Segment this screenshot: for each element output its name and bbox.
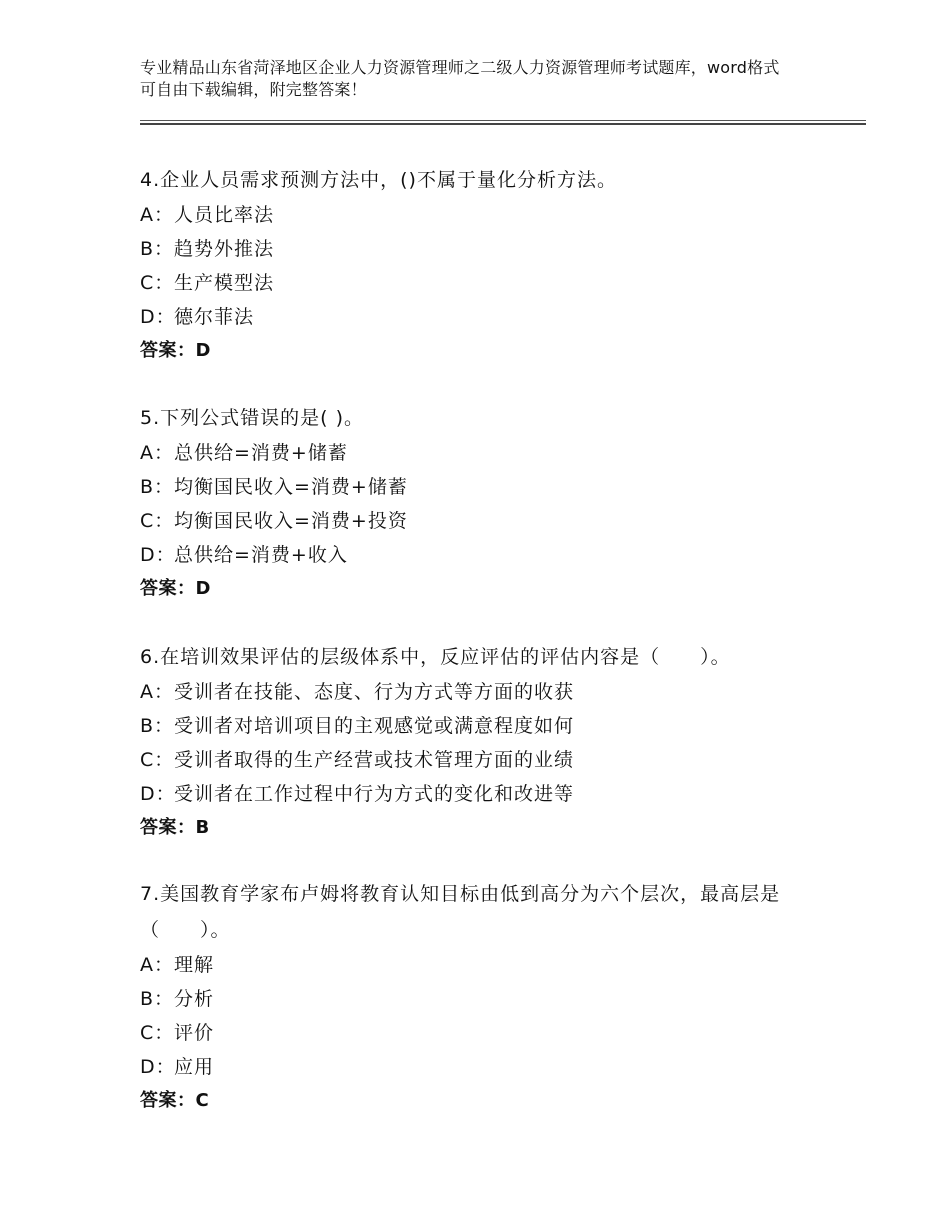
option-text: 受训者对培训项目的主观感觉或满意程度如何 — [174, 715, 575, 737]
question-block — [140, 639, 830, 845]
option-text: 理解 — [174, 954, 215, 976]
option-a — [140, 198, 830, 232]
option-text: 人员比率法 — [174, 204, 275, 226]
option-letter: B： — [140, 715, 175, 737]
option-d — [140, 300, 830, 334]
option-letter: D： — [140, 544, 176, 566]
question-text: 4.企业人员需求预测方法中，()不属于量化分析方法。 — [140, 169, 617, 191]
option-letter: C： — [140, 1022, 175, 1044]
answer-value: C — [195, 1090, 210, 1111]
option-b — [140, 982, 800, 1016]
answer-line — [140, 334, 830, 368]
option-d — [140, 538, 830, 572]
option-c — [140, 743, 830, 777]
option-text: 均衡国民收入=消费+储蓄 — [174, 476, 408, 498]
header-divider-thick — [140, 123, 866, 125]
answer-value: B — [195, 817, 210, 838]
option-text: 趋势外推法 — [174, 238, 275, 260]
option-a — [140, 948, 800, 982]
option-text: 受训者在工作过程中行为方式的变化和改进等 — [174, 783, 575, 805]
question-text: 7.美国教育学家布卢姆将教育认知目标由低到高分为六个层次，最高层是（ ）。 — [140, 883, 781, 941]
option-letter: C： — [140, 510, 175, 532]
answer-line — [140, 811, 830, 845]
option-b — [140, 709, 830, 743]
option-letter: A： — [140, 204, 174, 226]
option-c — [140, 266, 830, 300]
answer-label: 答案： — [140, 1090, 196, 1111]
header-divider — [140, 120, 866, 121]
answer-label: 答案： — [140, 340, 196, 361]
option-text: 总供给=消费+储蓄 — [174, 442, 348, 464]
option-text: 均衡国民收入=消费+投资 — [174, 510, 408, 532]
option-letter: D： — [140, 783, 176, 805]
option-c — [140, 504, 830, 538]
question-block — [140, 162, 830, 368]
option-letter: B： — [140, 238, 175, 260]
option-text: 受训者在技能、态度、行为方式等方面的收获 — [174, 681, 575, 703]
option-letter: A： — [140, 442, 174, 464]
option-letter: C： — [140, 749, 175, 771]
answer-label: 答案： — [140, 817, 196, 838]
option-d — [140, 777, 830, 811]
answer-line — [140, 572, 830, 606]
option-letter: C： — [140, 272, 175, 294]
option-letter: D： — [140, 1056, 176, 1078]
option-letter: A： — [140, 681, 174, 703]
question-text: 5.下列公式错误的是( )。 — [140, 407, 364, 429]
option-b — [140, 232, 830, 266]
question-text: 6.在培训效果评估的层级体系中，反应评估的评估内容是（ ）。 — [140, 646, 731, 668]
answer-value: D — [195, 340, 211, 361]
question-block — [140, 876, 800, 1118]
option-letter: B： — [140, 476, 175, 498]
option-text: 应用 — [174, 1056, 215, 1078]
question-block — [140, 400, 830, 606]
option-letter: D： — [140, 306, 176, 328]
option-text: 生产模型法 — [174, 272, 275, 294]
document-header: 专业精品山东省菏泽地区企业人力资源管理师之二级人力资源管理师考试题库，word格式可自由下载编辑，附完整答案！ — [140, 58, 780, 99]
option-letter: A： — [140, 954, 174, 976]
answer-label: 答案： — [140, 578, 196, 599]
option-a — [140, 675, 830, 709]
option-text: 德尔菲法 — [174, 306, 255, 328]
option-c — [140, 1016, 800, 1050]
option-d — [140, 1050, 800, 1084]
option-text: 评价 — [174, 1022, 215, 1044]
option-a — [140, 436, 830, 470]
option-text: 分析 — [174, 988, 215, 1010]
answer-value: D — [195, 578, 211, 599]
option-letter: B： — [140, 988, 175, 1010]
option-text: 受训者取得的生产经营或技术管理方面的业绩 — [174, 749, 575, 771]
option-b — [140, 470, 830, 504]
answer-line — [140, 1084, 800, 1118]
option-text: 总供给=消费+收入 — [174, 544, 348, 566]
